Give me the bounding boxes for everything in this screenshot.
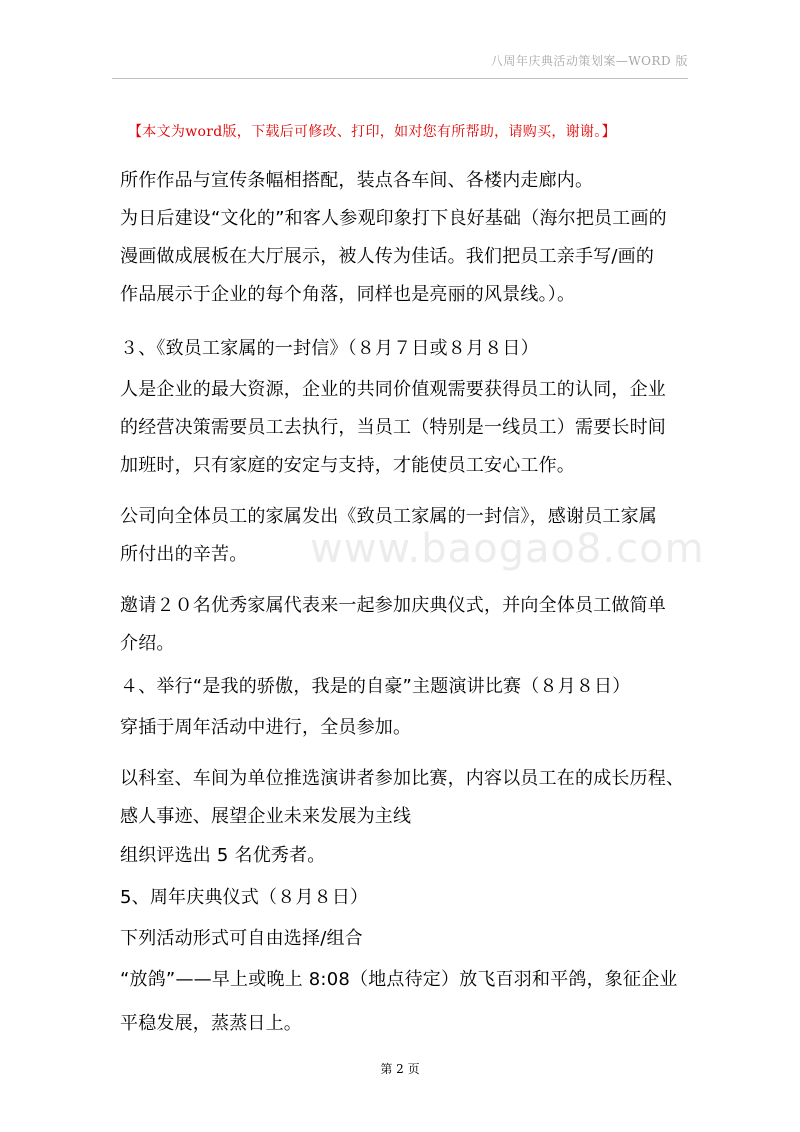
body-line: 邀请２０名优秀家属代表来一起参加庆典仪式，并向全体员工做简单 [120,595,666,616]
watermark-text: www.baogao8.com [310,526,705,572]
body-line: 为日后建设“文化的”和客人参观印象打下良好基础（海尔把员工画的 [120,208,667,229]
body-line: 穿插于周年活动中进行，全员参加。 [120,717,412,738]
section-heading: ３、《致员工家属的一封信》（８月７日或８月８日） [120,338,539,359]
body-line: 的经营决策需要员工去执行，当员工（特别是一线员工）需要长时间 [120,417,666,438]
header-divider [112,78,688,79]
body-line: 以科室、车间为单位推选演讲者参加比赛，内容以员工在的成长历程、 [120,768,685,789]
body-line: 加班时，只有家庭的安定与支持，才能使员工安心工作。 [120,455,575,476]
body-line: 漫画做成展板在大厅展示，被人传为佳话。我们把员工亲手写/画的 [120,246,655,267]
body-line: 作品展示于企业的每个角落，同样也是亮丽的风景线。）。 [120,284,576,305]
body-line: 所作作品与宣传条幅相搭配，装点各车间、各楼内走廊内。 [120,170,594,191]
body-line: 介绍。 [120,633,175,654]
section-heading: ４、举行“是我的骄傲，我是的自豪”主题演讲比赛（８月８日） [120,676,631,697]
body-line: 人是企业的最大资源，企业的共同价值观需要获得员工的认同，企业 [120,379,666,400]
body-line: 感人事迹、展望企业未来发展为主线 [120,806,412,827]
body-line: 平稳发展，蒸蒸日上。 [120,1013,302,1034]
body-line: 所付出的辛苦。 [120,544,248,565]
body-line: “放鸽”——早上或晚上 8:08（地点待定）放飞百羽和平鸽，象征企业 [120,969,678,990]
running-header: 八周年庆典活动策划案—WORD 版 [490,54,688,68]
section-heading: 5、周年庆典仪式（８月８日） [120,887,369,908]
purchase-notice: 【本文为word版，下载后可修改、打印，如对您有所帮助，请购买，谢谢。】 [128,124,616,140]
body-line: 组织评选出 5 名优秀者。 [120,845,326,866]
body-line: 下列活动形式可自由选择/组合 [120,928,363,949]
body-line: 公司向全体员工的家属发出《致员工家属的一封信》，感谢员工家属 [120,506,657,527]
page-number: 第 2 页 [380,1062,420,1076]
